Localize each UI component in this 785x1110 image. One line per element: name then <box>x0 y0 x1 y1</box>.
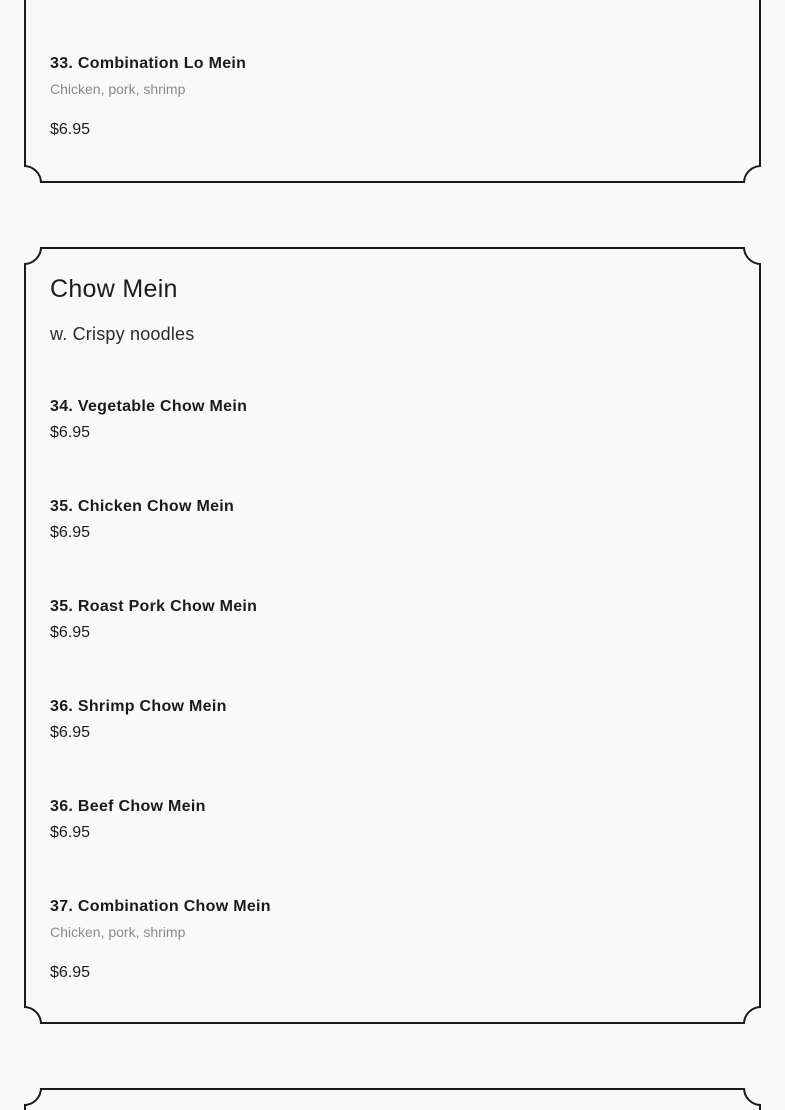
menu-item-price: $6.95 <box>50 624 91 641</box>
menu-item[interactable] <box>50 54 246 140</box>
menu-item[interactable] <box>50 897 271 983</box>
menu-item-name: 34. Vegetable Chow Mein <box>50 398 248 415</box>
menu-item[interactable] <box>50 797 206 843</box>
menu-item-description: Chicken, pork, shrimp <box>50 81 186 97</box>
menu-item-price: $6.95 <box>50 724 91 741</box>
menu-section-card-next <box>24 1088 761 1110</box>
menu-item[interactable] <box>50 697 227 743</box>
menu-item-price: $6.95 <box>50 424 91 441</box>
section-title: Chow Mein <box>50 275 178 303</box>
menu-item[interactable] <box>50 497 234 543</box>
menu-item-name: 33. Combination Lo Mein <box>50 55 247 72</box>
menu-section-card-chow-mein <box>24 247 761 1024</box>
menu-item-name: 36. Shrimp Chow Mein <box>50 698 227 715</box>
menu-item-name: 37. Combination Chow Mein <box>50 898 271 915</box>
menu-item-name: 36. Beef Chow Mein <box>50 798 206 815</box>
section-subtitle: w. Crispy noodles <box>50 324 195 344</box>
menu-item-price: $6.95 <box>50 964 91 981</box>
menu-item-price: $6.95 <box>50 824 91 841</box>
menu-item[interactable] <box>50 597 257 643</box>
menu-item-price: $6.95 <box>50 524 91 541</box>
menu-item-price: $6.95 <box>50 121 91 138</box>
menu-item-name: 35. Roast Pork Chow Mein <box>50 598 258 615</box>
menu-item-name: 35. Chicken Chow Mein <box>50 498 235 515</box>
menu-item[interactable] <box>50 397 247 443</box>
menu-item-description: Chicken, pork, shrimp <box>50 924 186 940</box>
menu-section-card-lo-mein <box>24 0 761 183</box>
